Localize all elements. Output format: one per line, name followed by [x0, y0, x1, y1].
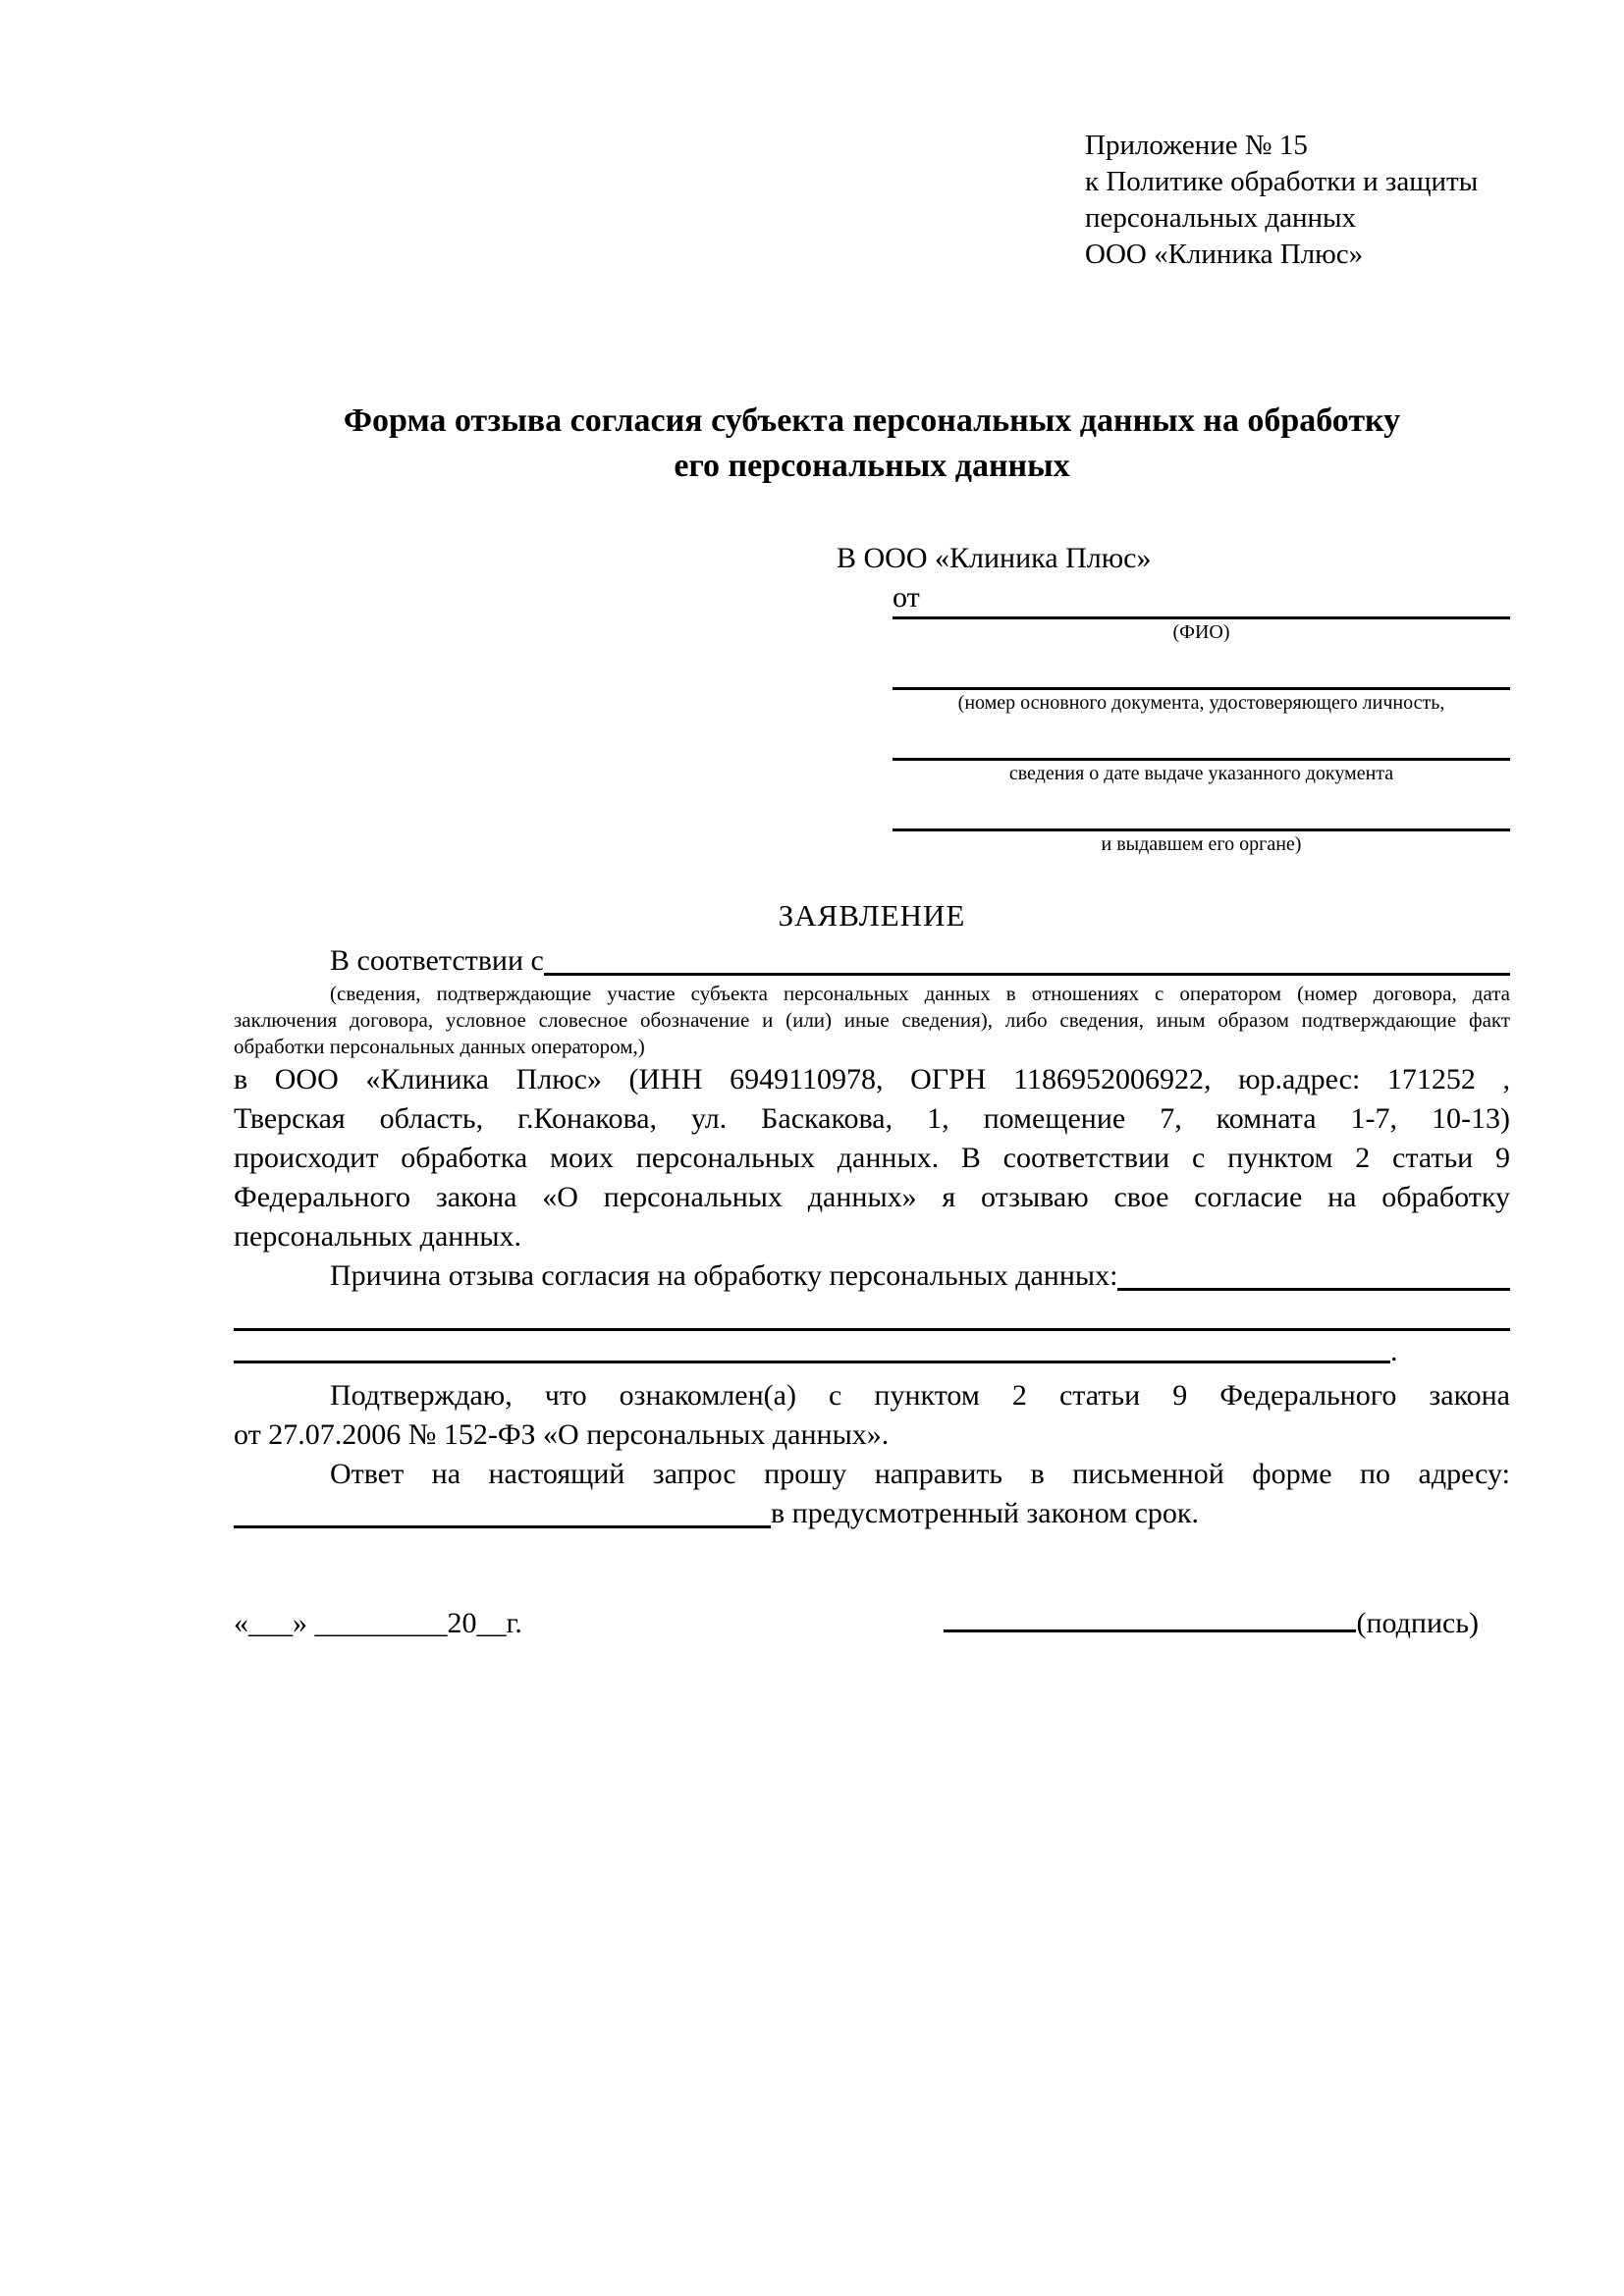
issue-date-field: [893, 758, 1510, 786]
fio-field: [893, 616, 1510, 645]
reason-blank-rule-2-line: [234, 1335, 1390, 1363]
reply-paragraph: [234, 1455, 1510, 1533]
in-accordance-prefix: В соответствии с: [330, 944, 544, 977]
issue-date-caption: сведения о дате выдаче указанного документа: [1008, 763, 1394, 784]
appendix-line: ООО «Клиника Плюс»: [1085, 239, 1364, 270]
reply-suffix: в предусмотренный законом срок.: [771, 1497, 1199, 1529]
signature-group: [944, 1604, 1479, 1643]
appendix-header: [1085, 128, 1510, 273]
reply-address-blank-line: [234, 1494, 771, 1528]
reason-prefix: Причина отзыва согласия на обработку персональных данных:: [330, 1259, 1118, 1292]
document-title: [234, 399, 1510, 489]
addressee-from-label: от: [893, 581, 920, 614]
sign-off-row: [234, 1604, 1510, 1643]
signature-caption: (подпись): [1356, 1607, 1479, 1639]
reason-line: [234, 1256, 1510, 1296]
title-line: его персональных данных: [674, 448, 1070, 484]
issuing-authority-caption: и выдавшем его органе): [1101, 833, 1302, 855]
document-content: [234, 0, 1510, 1643]
document-number-caption: (номер основного документа, удостоверяющего личность,: [957, 692, 1445, 714]
title-line: Форма отзыва согласия субъекта персональных данных на обработку: [343, 402, 1401, 439]
main-paragraph-line: Тверская область, г.Конакова, ул. Баскакова, 1, помещение 7, комната 1-7, 10-13): [234, 1102, 1510, 1135]
signature-blank-line: [944, 1629, 1356, 1632]
date-blank-line: «___» _________20__г.: [234, 1607, 522, 1639]
reason-blank-line: [1117, 1256, 1510, 1291]
fio-caption: (ФИО): [1172, 621, 1230, 643]
reason-blank-rule-2: [234, 1335, 1510, 1368]
reply-address-line: [234, 1494, 1510, 1533]
reason-blank-rule-1: [234, 1328, 1510, 1331]
main-paragraph: [234, 1060, 1510, 1256]
footnote-line: (сведения, подтверждающие участие субъекта персональных данных в отношениях с оператором (номер договора, дата: [330, 982, 1510, 1005]
in-accordance-line: [234, 941, 1510, 981]
sentence-period: .: [1390, 1335, 1398, 1367]
in-accordance-blank-line: [544, 941, 1510, 976]
footnote-line: обработки персональных данных оператором,): [234, 1035, 645, 1058]
main-paragraph-line: происходит обработка моих персональных данных. В соответствии с пунктом 2 статьи 9: [234, 1142, 1510, 1174]
confirmation-line: Подтверждаю, что ознакомлен(а) с пунктом 2 статьи 9 Федерального закона: [330, 1379, 1510, 1412]
document-number-field: [893, 687, 1510, 716]
reply-line: Ответ на настоящий запрос прошу направить в письменной форме по адресу:: [330, 1458, 1510, 1490]
addressee-fields: [893, 616, 1510, 857]
main-paragraph-line: Федерального закона «О персональных данных» я отзываю свое согласие на обработку: [234, 1181, 1510, 1213]
confirmation-line: от 27.07.2006 № 152-ФЗ «О персональных данных».: [234, 1418, 890, 1451]
confirmation-paragraph: [234, 1376, 1510, 1455]
statement-heading: ЗАЯВЛЕНИЕ: [778, 898, 966, 933]
footnote-line: заключения договора, условное словесное обозначение и (или) иные сведения), либо сведения, иным образом подтверждающие факт: [234, 1008, 1510, 1032]
appendix-line: персональных данных: [1085, 202, 1357, 234]
issuing-authority-field: [893, 828, 1510, 857]
appendix-line: к Политике обработки и защиты: [1085, 166, 1479, 197]
appendix-line: Приложение № 15: [1085, 130, 1308, 161]
addressee-to: В ООО «Клиника Плюс»: [837, 542, 1152, 574]
main-paragraph-line: персональных данных.: [234, 1220, 522, 1253]
footnote: [234, 981, 1510, 1060]
main-paragraph-line: в ООО «Клиника Плюс» (ИНН 6949110978, ОГРН 1186952006922, юр.адрес: 171252 ,: [234, 1063, 1510, 1095]
